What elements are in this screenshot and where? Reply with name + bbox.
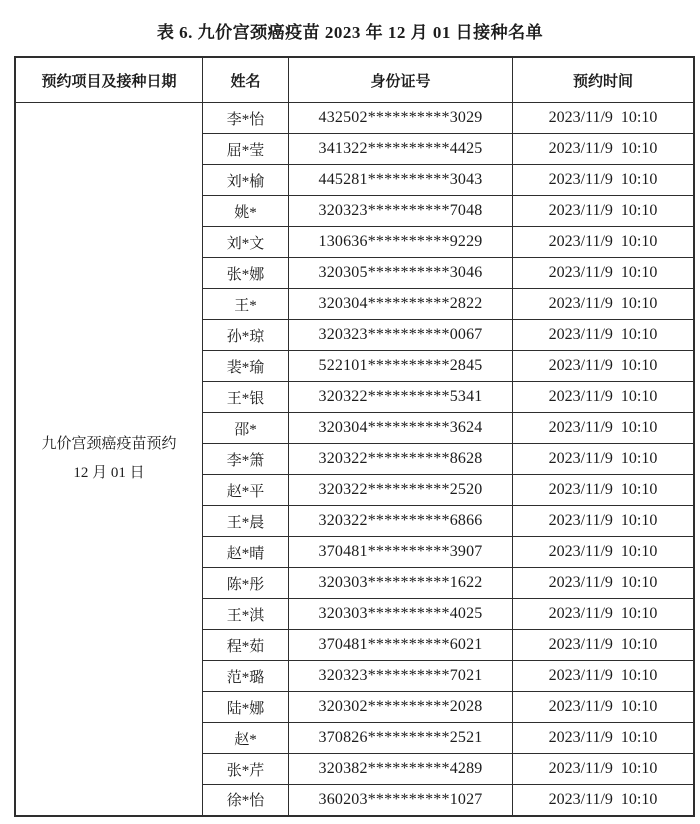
cell-name: 姚* [203, 196, 289, 227]
cell-name: 王*淇 [203, 599, 289, 630]
cell-id-number: 320322**********5341 [289, 382, 513, 413]
cell-appointment-time: 2023/11/9 10:10 [513, 320, 695, 351]
cell-name: 李*怡 [203, 103, 289, 134]
cell-id-number: 320304**********2822 [289, 289, 513, 320]
cell-name: 陈*彤 [203, 568, 289, 599]
cell-appointment-time: 2023/11/9 10:10 [513, 351, 695, 382]
cell-name: 王* [203, 289, 289, 320]
cell-appointment-time: 2023/11/9 10:10 [513, 537, 695, 568]
cell-name: 赵*晴 [203, 537, 289, 568]
cell-name: 陆*娜 [203, 692, 289, 723]
cell-id-number: 341322**********4425 [289, 134, 513, 165]
table-row [15, 103, 694, 134]
cell-id-number: 432502**********3029 [289, 103, 513, 134]
cell-name: 徐*怡 [203, 785, 289, 816]
cell-name: 程*茹 [203, 630, 289, 661]
cell-id-number: 320322**********8628 [289, 444, 513, 475]
cell-id-number: 130636**********9229 [289, 227, 513, 258]
cell-id-number: 370481**********3907 [289, 537, 513, 568]
cell-name: 李*箫 [203, 444, 289, 475]
table-body [15, 103, 694, 816]
cell-id-number: 370826**********2521 [289, 723, 513, 754]
cell-appointment-time: 2023/11/9 10:10 [513, 568, 695, 599]
cell-appointment-time: 2023/11/9 10:10 [513, 661, 695, 692]
cell-id-number: 445281**********3043 [289, 165, 513, 196]
cell-appointment-time: 2023/11/9 10:10 [513, 258, 695, 289]
cell-id-number: 320322**********6866 [289, 506, 513, 537]
cell-appointment-time: 2023/11/9 10:10 [513, 165, 695, 196]
header-name: 姓名 [203, 57, 289, 103]
cell-name: 裴*瑜 [203, 351, 289, 382]
cell-appointment-time: 2023/11/9 10:10 [513, 196, 695, 227]
cell-name: 邵* [203, 413, 289, 444]
cell-name: 张*芹 [203, 754, 289, 785]
header-appointment-time: 预约时间 [513, 57, 695, 103]
cell-appointment-time: 2023/11/9 10:10 [513, 723, 695, 754]
vaccination-roster-table [14, 56, 695, 817]
cell-name: 赵* [203, 723, 289, 754]
table-header [15, 57, 694, 103]
cell-id-number: 360203**********1027 [289, 785, 513, 816]
cell-name: 刘*文 [203, 227, 289, 258]
cell-appointment-time: 2023/11/9 10:10 [513, 785, 695, 816]
project-cell-line2: 12 月 01 日 [73, 464, 145, 481]
cell-name: 范*璐 [203, 661, 289, 692]
cell-name: 王*晨 [203, 506, 289, 537]
header-row [15, 57, 694, 103]
cell-id-number: 370481**********6021 [289, 630, 513, 661]
header-id-number: 身份证号 [289, 57, 513, 103]
page-title: 表 6. 九价宫颈癌疫苗 2023 年 12 月 01 日接种名单 [156, 23, 544, 42]
cell-appointment-time: 2023/11/9 10:10 [513, 289, 695, 320]
cell-id-number: 320303**********1622 [289, 568, 513, 599]
cell-id-number: 522101**********2845 [289, 351, 513, 382]
cell-name: 王*银 [203, 382, 289, 413]
cell-id-number: 320304**********3624 [289, 413, 513, 444]
cell-name: 张*娜 [203, 258, 289, 289]
cell-name: 刘*榆 [203, 165, 289, 196]
cell-id-number: 320323**********7048 [289, 196, 513, 227]
cell-name: 赵*平 [203, 475, 289, 506]
cell-id-number: 320302**********2028 [289, 692, 513, 723]
project-cell [15, 103, 203, 816]
cell-appointment-time: 2023/11/9 10:10 [513, 506, 695, 537]
cell-id-number: 320303**********4025 [289, 599, 513, 630]
cell-appointment-time: 2023/11/9 10:10 [513, 475, 695, 506]
cell-appointment-time: 2023/11/9 10:10 [513, 599, 695, 630]
header-project-and-date: 预约项目及接种日期 [15, 57, 203, 103]
cell-id-number: 320322**********2520 [289, 475, 513, 506]
cell-appointment-time: 2023/11/9 10:10 [513, 134, 695, 165]
cell-id-number: 320323**********0067 [289, 320, 513, 351]
cell-name: 孙*琼 [203, 320, 289, 351]
project-cell-line1: 九价宫颈癌疫苗预约 [41, 435, 177, 452]
cell-name: 屈*莹 [203, 134, 289, 165]
cell-appointment-time: 2023/11/9 10:10 [513, 444, 695, 475]
cell-appointment-time: 2023/11/9 10:10 [513, 692, 695, 723]
cell-appointment-time: 2023/11/9 10:10 [513, 754, 695, 785]
cell-appointment-time: 2023/11/9 10:10 [513, 413, 695, 444]
cell-appointment-time: 2023/11/9 10:10 [513, 630, 695, 661]
cell-id-number: 320305**********3046 [289, 258, 513, 289]
cell-appointment-time: 2023/11/9 10:10 [513, 227, 695, 258]
cell-id-number: 320323**********7021 [289, 661, 513, 692]
cell-id-number: 320382**********4289 [289, 754, 513, 785]
cell-appointment-time: 2023/11/9 10:10 [513, 382, 695, 413]
cell-appointment-time: 2023/11/9 10:10 [513, 103, 695, 134]
